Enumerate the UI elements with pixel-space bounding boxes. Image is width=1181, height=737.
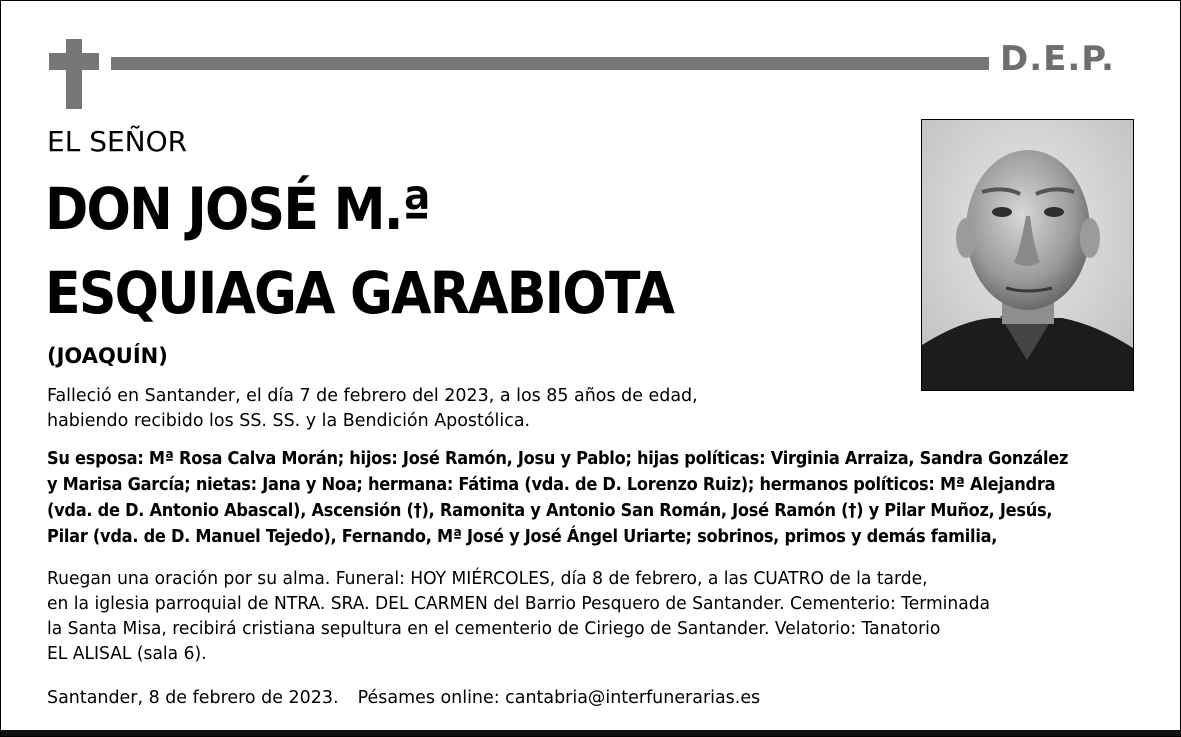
text-line: EL ALISAL (sala 6).	[47, 643, 207, 664]
text-line: Pilar (vda. de D. Manuel Tejedo), Fernando, Mª José y José Ángel Uriarte; sobrinos, primos y demás familia,	[47, 526, 998, 547]
text-line: (vda. de D. Antonio Abascal), Ascensión (†), Ramonita y Antonio San Román, José Ramón (†) y Pilar Muñoz, Jesús,	[47, 500, 1053, 521]
header-rule	[111, 57, 989, 70]
portrait-illustration	[922, 120, 1133, 390]
honorific-prefix: EL SEÑOR	[47, 125, 188, 158]
text-line: Ruegan una oración por su alma. Funeral: HOY MIÉRCOLES, día 8 de febrero, a las CUATRO de la tarde,	[47, 568, 928, 589]
text-line: Su esposa: Mª Rosa Calva Morán; hijos: José Ramón, Josu y Pablo; hijas políticas: Virginia Arraiza, Sandra González	[47, 448, 1069, 469]
bottom-border	[1, 730, 1181, 736]
death-announcement	[47, 383, 698, 433]
deceased-alias: (JOAQUÍN)	[47, 344, 168, 368]
deceased-name-line1: DON JOSÉ M.ª	[45, 175, 430, 243]
funeral-details	[47, 566, 990, 666]
deceased-name-line2: ESQUIAGA GARABIOTA	[45, 259, 674, 327]
cross-icon-arm	[49, 53, 99, 70]
text-line: la Santa Misa, recibirá cristiana sepultura en el cementerio de Ciriego de Santander. Velatorio: Tanatorio	[47, 618, 941, 639]
portrait-photo	[921, 119, 1134, 391]
family-list	[47, 446, 1068, 550]
text-line: en la iglesia parroquial de NTRA. SRA. DEL CARMEN del Barrio Pesquero de Santander. Cementerio: Terminada	[47, 593, 991, 614]
text-line: y Marisa García; nietas: Jana y Noa; hermana: Fátima (vda. de D. Lorenzo Ruiz); hermanos políticos: Mª Alejandra	[47, 474, 1056, 495]
dep-label: D.E.P.	[1000, 39, 1115, 79]
condolences-contact: Pésames online: cantabria@interfunerarias.es	[357, 687, 761, 708]
text-line: habiendo recibido los SS. SS. y la Bendición Apostólica.	[47, 410, 531, 431]
cross-icon	[66, 39, 82, 109]
footer	[47, 687, 760, 708]
text-line: Falleció en Santander, el día 7 de febrero del 2023, a los 85 años de edad,	[47, 385, 698, 406]
place-date: Santander, 8 de febrero de 2023.	[47, 687, 339, 708]
